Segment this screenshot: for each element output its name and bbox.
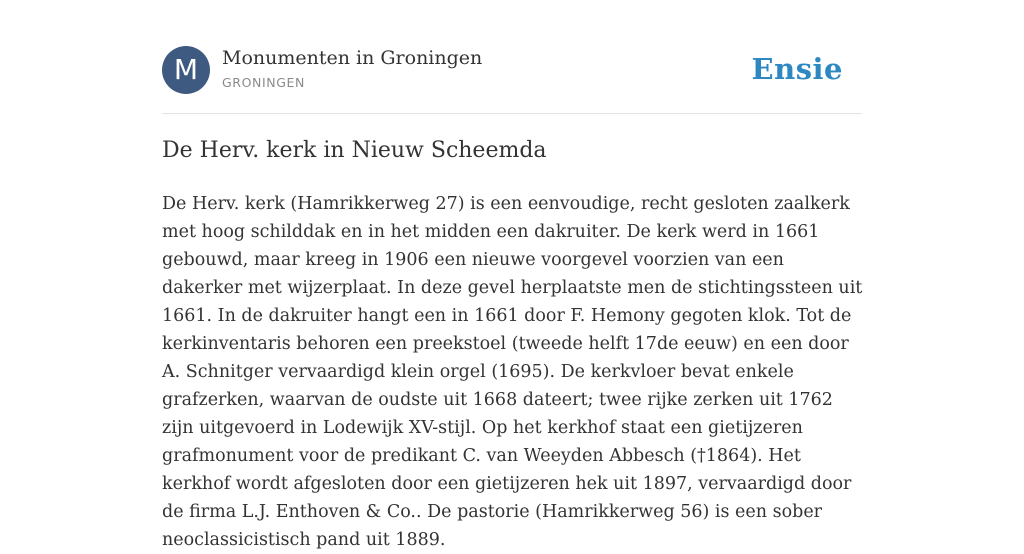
article-body: De Herv. kerk (Hamrikkerweg 27) is een eenvoudige, recht gesloten zaalkerk met hoog schilddak en in het midden een dakruiter. De kerk werd in 1661 gebouwd, maar kreeg in 1906 een nieuwe voorgevel voorzien van een dakerker met wijzerplaat. In deze gevel herplaatste men de stichtingssteen uit 1661. In de dakruiter hangt een in 1661 door F. Hemony gegoten klok. Tot de kerkinventaris behoren een preekstoel (tweede helft 17de eeuw) en een door A. Schnitger vervaardigd klein orgel (1695). De kerkvloer bevat enkele grafzerken, waarvan de oudste uit 1668 dateert; twee rijke zerken uit 1762 zijn uitgevoerd in Lodewijk XV-stijl. Op het kerkhof staat een gietijzeren grafmonument voor de predikant C. van Weeyden Abbesch (†1864). Het kerkhof wordt afgesloten door een gietijzeren hek uit 1897, vervaardigd door de firma L.J. Enthoven & Co.. De pastorie (Hamrikkerweg 56) is een sober neoclassicistisch pand uit 1889. [162, 194, 863, 550]
site-subtitle: GRONINGEN [222, 75, 305, 90]
article-title: De Herv. kerk in Nieuw Scheemda [162, 138, 547, 163]
header [162, 46, 862, 114]
avatar[interactable]: M [162, 46, 210, 94]
ensie-logo[interactable]: Ensie [751, 52, 843, 86]
site-name-link[interactable]: Monumenten in Groningen [222, 47, 483, 69]
